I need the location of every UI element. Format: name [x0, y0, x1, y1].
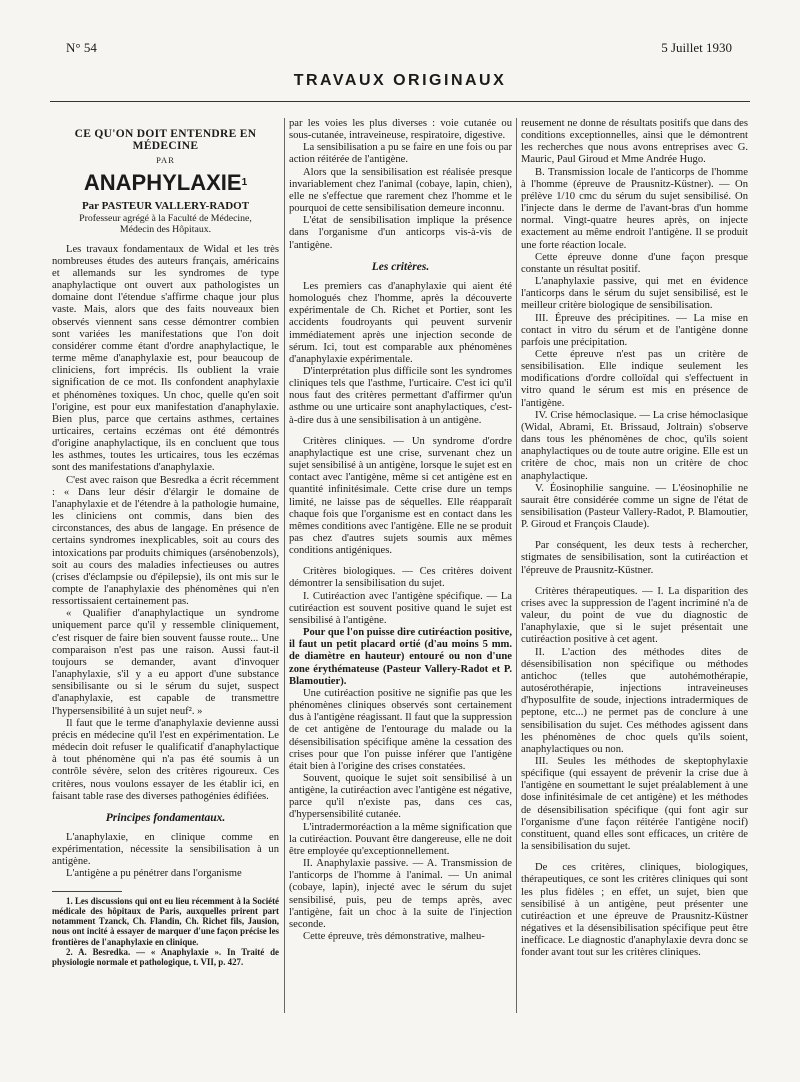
column-1 — [52, 118, 279, 968]
paragraph: B. Transmission locale de l'anticorps de l'homme à l'homme (épreuve de Prausnitz-Küstner). — On prélève 1/10 cmc du sérum du sujet sensibilisé. On l'injecte dans le derme de l'avant-bras d'un homme normal. Vingt-quatre heures après, on injecte exactement au même endroit l'antigène. Il se produit une forte réaction locale. — [521, 166, 748, 251]
paragraph: I. Cutiréaction avec l'antigène spécifique. — La cutiréaction est souvent positive quand le sujet est sensibilisé à l'antigène. — [289, 590, 512, 626]
issue-number: N° 54 — [66, 40, 97, 55]
paragraph: Par conséquent, les deux tests à rechercher, stigmates de sensibilisation, sont la cutiréaction et l'épreuve de Prausnitz-Küstner. — [521, 540, 748, 576]
paragraph: III. Épreuve des précipitines. — La mise en contact in vitro du sérum et de l'antigène donne parfois une précipitation. — [521, 312, 748, 348]
paragraph: Critères thérapeutiques. — I. La disparition des crises avec la suppression de l'agent incriminé n'a de valeur, du point de vue du diagnostic de l'anaphylaxie, que si le sujet présentait une cutiréaction positive à cet agent. — [521, 585, 748, 646]
paragraph: C'est avec raison que Besredka a écrit récemment : « Dans leur désir d'élargir le domaine de l'anaphylaxie et de l'étendre à la pathologie humaine, les cliniciens ont commis, dans bien des circonstances, des abus de langage. En présence de certains syndromes inexplicables, soit au cours des intoxications par produits chimiques (arsénobenzols), soit au cours des maladies infectieuses ou autres (crises d'éclampsie ou d'épilepsie), ils ont mis sur le compte de l'anaphylaxie des phénomènes qui n'en ressortissaient certainement pas. — [52, 474, 279, 608]
issue-date: 5 Juillet 1930 — [661, 40, 732, 55]
paragraph: La sensibilisation a pu se faire en une fois ou par action réitérée de l'antigène. — [289, 142, 512, 166]
paragraph: Alors que la sensibilisation est réalisée presque invariablement chez l'animal (cobaye, lapin, chien), elle ne s'effectue que rarement chez l'homme et le pourquoi de cette sensibilisation demeure inconnu. — [289, 166, 512, 215]
article-title: ANAPHYLAXIE$^1$ — [83, 170, 248, 196]
paragraph: Une cutiréaction positive ne signifie pas que les phénomènes cliniques observés sont certainement dus à l'antigène réagissant. Il faut que la suppression de cet antigène de l'entourage du malade ou la désensibilisation spécifique amène la cessation des crises pour que l'on puisse inférer que l'antigène était bien à l'origine des crises constatées. — [289, 687, 512, 772]
paragraph: Les premiers cas d'anaphylaxie qui aient été homologués chez l'homme, après la découverte expérimentale de Ch. Richet et Portier, sont les accidents foudroyants qui peuvent survenir immédiatement après une injection seconde de sérum. Ici, tout est comparable aux phénomènes d'anaphylaxie expérimentale. — [289, 280, 512, 365]
footnote: 2. A. Besredka. — « Anaphylaxie ». In Traité de physiologie normale et pathologique, t. VII, p. 427. — [52, 947, 279, 968]
paragraph: L'anaphylaxie passive, qui met en évidence l'anticorps dans le sérum du sujet sensibilisé, est le meilleur critère biologique de sensibilisation. — [521, 276, 748, 312]
paragraph: II. L'action des méthodes dites de désensibilisation non spécifique ou méthodes antichoc (telles que autohémothérapie, autosérothérapie, injections intraveineuses d'hyposulfite de soude, injections intradermiques de peptone, etc...) ne permet pas de conclure à une sensibilisation du sujet. Ces méthodes agissent dans les phénomènes de choc quels qu'ils soient, anaphylactiques ou non. — [521, 646, 748, 755]
paragraph: L'anaphylaxie, en clinique comme en expérimentation, nécessite la sensibilisation à un antigène. — [52, 831, 279, 868]
author-affiliation: Médecin des Hôpitaux. — [119, 223, 212, 235]
paragraph: L'intradermoréaction a la même signification que la cutiréaction. Pouvant être dangereuse, elle ne doit être employée qu'exceptionnellement. — [289, 821, 512, 857]
title-footnote-ref: 1 — [241, 177, 248, 189]
paragraph: De ces critères, cliniques, biologiques, thérapeutiques, ce sont les critères cliniques qui sont les plus fidèles ; en effet, un sujet, bien que sensibilisé à un antigène, peut présenter une cutiréaction et une épreuve de Prausnitz-Küstner négatives et la désensibilisation spécifique peut être inefficace. Le diagnostic d'anaphylaxie devra donc se fonder avant tout sur les critères cliniques. — [521, 862, 748, 959]
article-kicker: CE QU'ON DOIT ENTENDRE EN MÉDECINE — [74, 128, 257, 153]
article-author: Par PASTEUR VALLERY-RADOT — [81, 200, 250, 213]
paragraph: Critères biologiques. — Ces critères doivent démontrer la sensibilisation du sujet. — [289, 566, 512, 590]
paragraph: Il faut que le terme d'anaphylaxie devienne aussi précis en médecine qu'il l'est en expérimentation. Le médecin doit refuser le qualificatif d'anaphylactique à tout phénomène qui n'a pas été soumis à un contrôle sévère, selon des critères rigoureux. Ces critères, nous voulons essayer de les établir ici, en faisant table rase des diverses pathogénies édifiées. — [52, 717, 279, 802]
paragraph: Cette épreuve, très démonstrative, malheu- — [303, 931, 485, 942]
subheading: Les critères. — [371, 260, 430, 273]
paragraph: D'interprétation plus difficile sont les syndromes cliniques tels que l'asthme, l'urticaire. C'est ici qu'il nous faut des critères permettant d'affirmer qu'un asthme ou une urticaire sont anaphylactiques, c'est-à-dire dus à une sensibilisation à un antigène. — [289, 365, 512, 426]
article-par: PAR — [156, 155, 175, 166]
column-2 — [289, 118, 512, 943]
header-rule — [50, 101, 750, 102]
paragraph: IV. Crise hémoclasique. — La crise hémoclasique (Widal, Abrami, Et. Brissaud, Joltrain) s'observe dans tous les phénomènes de choc, qu'ils soient anaphylactiques ou de toute autre origine. Elle est un critère de choc, mais non un critère de choc anaphylactique. — [521, 409, 748, 482]
paragraph: II. Anaphylaxie passive. — A. Transmission de l'anticorps de l'homme à l'animal. — Un animal (cobaye, lapin), injecté avec le sérum du sujet sensibilisé, puis, peu de temps après, avec l'antigène, fait un choc à la suite de l'injection seconde. — [289, 858, 512, 930]
author-affiliation: Professeur agrégé à la Faculté de Médecine, — [79, 212, 252, 224]
paragraph: Les travaux fondamentaux de Widal et les très nombreuses études des auteurs français, américains et allemands sur les syndromes de type anaphylactique ont ouvert aux pathologistes un domaine dont l'étendue s'affirme chaque jour plus vaste. Mais, alors que des faits nouveaux bien observés viennent sans cesse démontrer combien sont variées les manifestations que l'on doit considérer comme étant d'ordre anaphylactique, le terme même d'anaphylaxie est, pour beaucoup de cliniciens, fort imprécis. Ils oublient la vraie signification de ce mot. Ils confondent anaphylaxie et phénomènes toxiques. Un choc, quelle qu'en soit l'origine, est pour eux manifestation d'anaphylaxie. Bien plus, parce que certains asthmes, certaines urticaires, certains eczémas ont été démontrés d'origine anaphylactique, ils en concluent que tous les asthmes, toutes les urticaires, tous les eczémas sont des manifestations d'anaphylaxie. — [52, 243, 279, 474]
paragraph: « Qualifier d'anaphylactique un syndrome uniquement parce qu'il y ressemble cliniquement, c'est risquer de faire bien souvent fausse route... Une comparaison n'est pas une raison. Aussi faut-il toujours se demander, avant d'invoquer l'anaphylaxie, s'il y a eu apport d'une substance sensibilisante ou si le sérum du sujet, suspect d'anaphylaxie, est capable de transmettre l'hypersensibilité à un sujet neuf². » — [52, 608, 279, 717]
paragraph: par les voies les plus diverses : voie cutanée ou sous-cutanée, intraveineuse, respiratoire, digestive. — [289, 118, 512, 142]
paragraph: Critères cliniques. — Un syndrome d'ordre anaphylactique est une crise, survenant chez un sujet sensibilisé à un antigène, lorsque le sujet est en contact avec l'antigène, même si cet antigène est en quantité infinitésimale. Cette crise dure un temps limité, ne laisse pas de séquelles. Elle réapparaît chaque fois que l'organisme est en contact dans les mêmes conditions avec l'antigène. Elle ne se produit pas chez d'autres sujets soumis aux mêmes conditions antigéniques. — [289, 435, 512, 557]
column-3 — [521, 118, 748, 959]
footnote-rule — [52, 891, 122, 892]
column-rule — [284, 118, 285, 1013]
paragraph: Cette épreuve donne d'une façon presque constante un résultat positif. — [521, 251, 748, 275]
paragraph: Souvent, quoique le sujet soit sensibilisé à un antigène, la cutiréaction avec l'antigène est négative, parce qu'il n'existe pas, dans ces cas, d'hypersensibilité cutanée. — [289, 772, 512, 821]
paragraph: Cette épreuve n'est pas un critère de sensibilisation. Elle indique seulement les modifications d'ordre colloïdal qui s'effectuent in vitro quand le sérum est mis en présence de l'antigène. — [521, 348, 748, 409]
paragraph: L'état de sensibilisation implique la présence dans l'organisme d'un anticorps vis-à-vis de l'antigène. — [289, 215, 512, 251]
paragraph: reusement ne donne de résultats positifs que dans des conditions exceptionnelles, ainsi que le démontrent les recherches que nous avons entreprises avec G. Mauric, Paul Giroud et Mme Andrée Hugo. — [521, 118, 748, 166]
column-rule — [516, 118, 517, 1013]
paragraph: V. Éosinophilie sanguine. — L'éosinophilie ne saurait être considérée comme un signe de l'état de sensibilisation (Pasteur Vallery-Radot, P. Blamoutier, P. Giroud et François Claude). — [521, 482, 748, 531]
section-title: TRAVAUX ORIGINAUX — [293, 72, 507, 89]
paragraph: III. Seules les méthodes de skeptophylaxie spécifique (qui essayent de prévenir la crise due à l'antigène en soumettant le sujet préalablement à une dose infinitésimale de cet antigène) et les méthodes de désensibilisation spécifique (qui font agir sur l'organisme d'une façon réitérée l'antigène nocif) constituent, quand elles sont efficaces, un critère de la sensibilisation du sujet. — [521, 755, 748, 853]
paragraph: Pour que l'on puisse dire cutiréaction positive, il faut un petit placard ortié (d'au moins 5 mm. de diamètre en hauteur) entouré ou non d'une zone érythémateuse (Pasteur Vallery-Radot et P. Blamoutier). — [289, 627, 512, 687]
subheading: Principes fondamentaux. — [105, 811, 226, 824]
footnote: 1. Les discussions qui ont eu lieu récemment à la Société médicale des hôpitaux de Paris, auxquelles prirent part notamment Tzanck, Ch. Flandin, Ch. Richet fils, Jausion, nous ont incité à essayer de marquer d'une façon précise les frontières de l'anaphylaxie en clinique. — [52, 895, 279, 947]
paragraph: L'antigène a pu pénétrer dans l'organisme — [66, 868, 242, 880]
